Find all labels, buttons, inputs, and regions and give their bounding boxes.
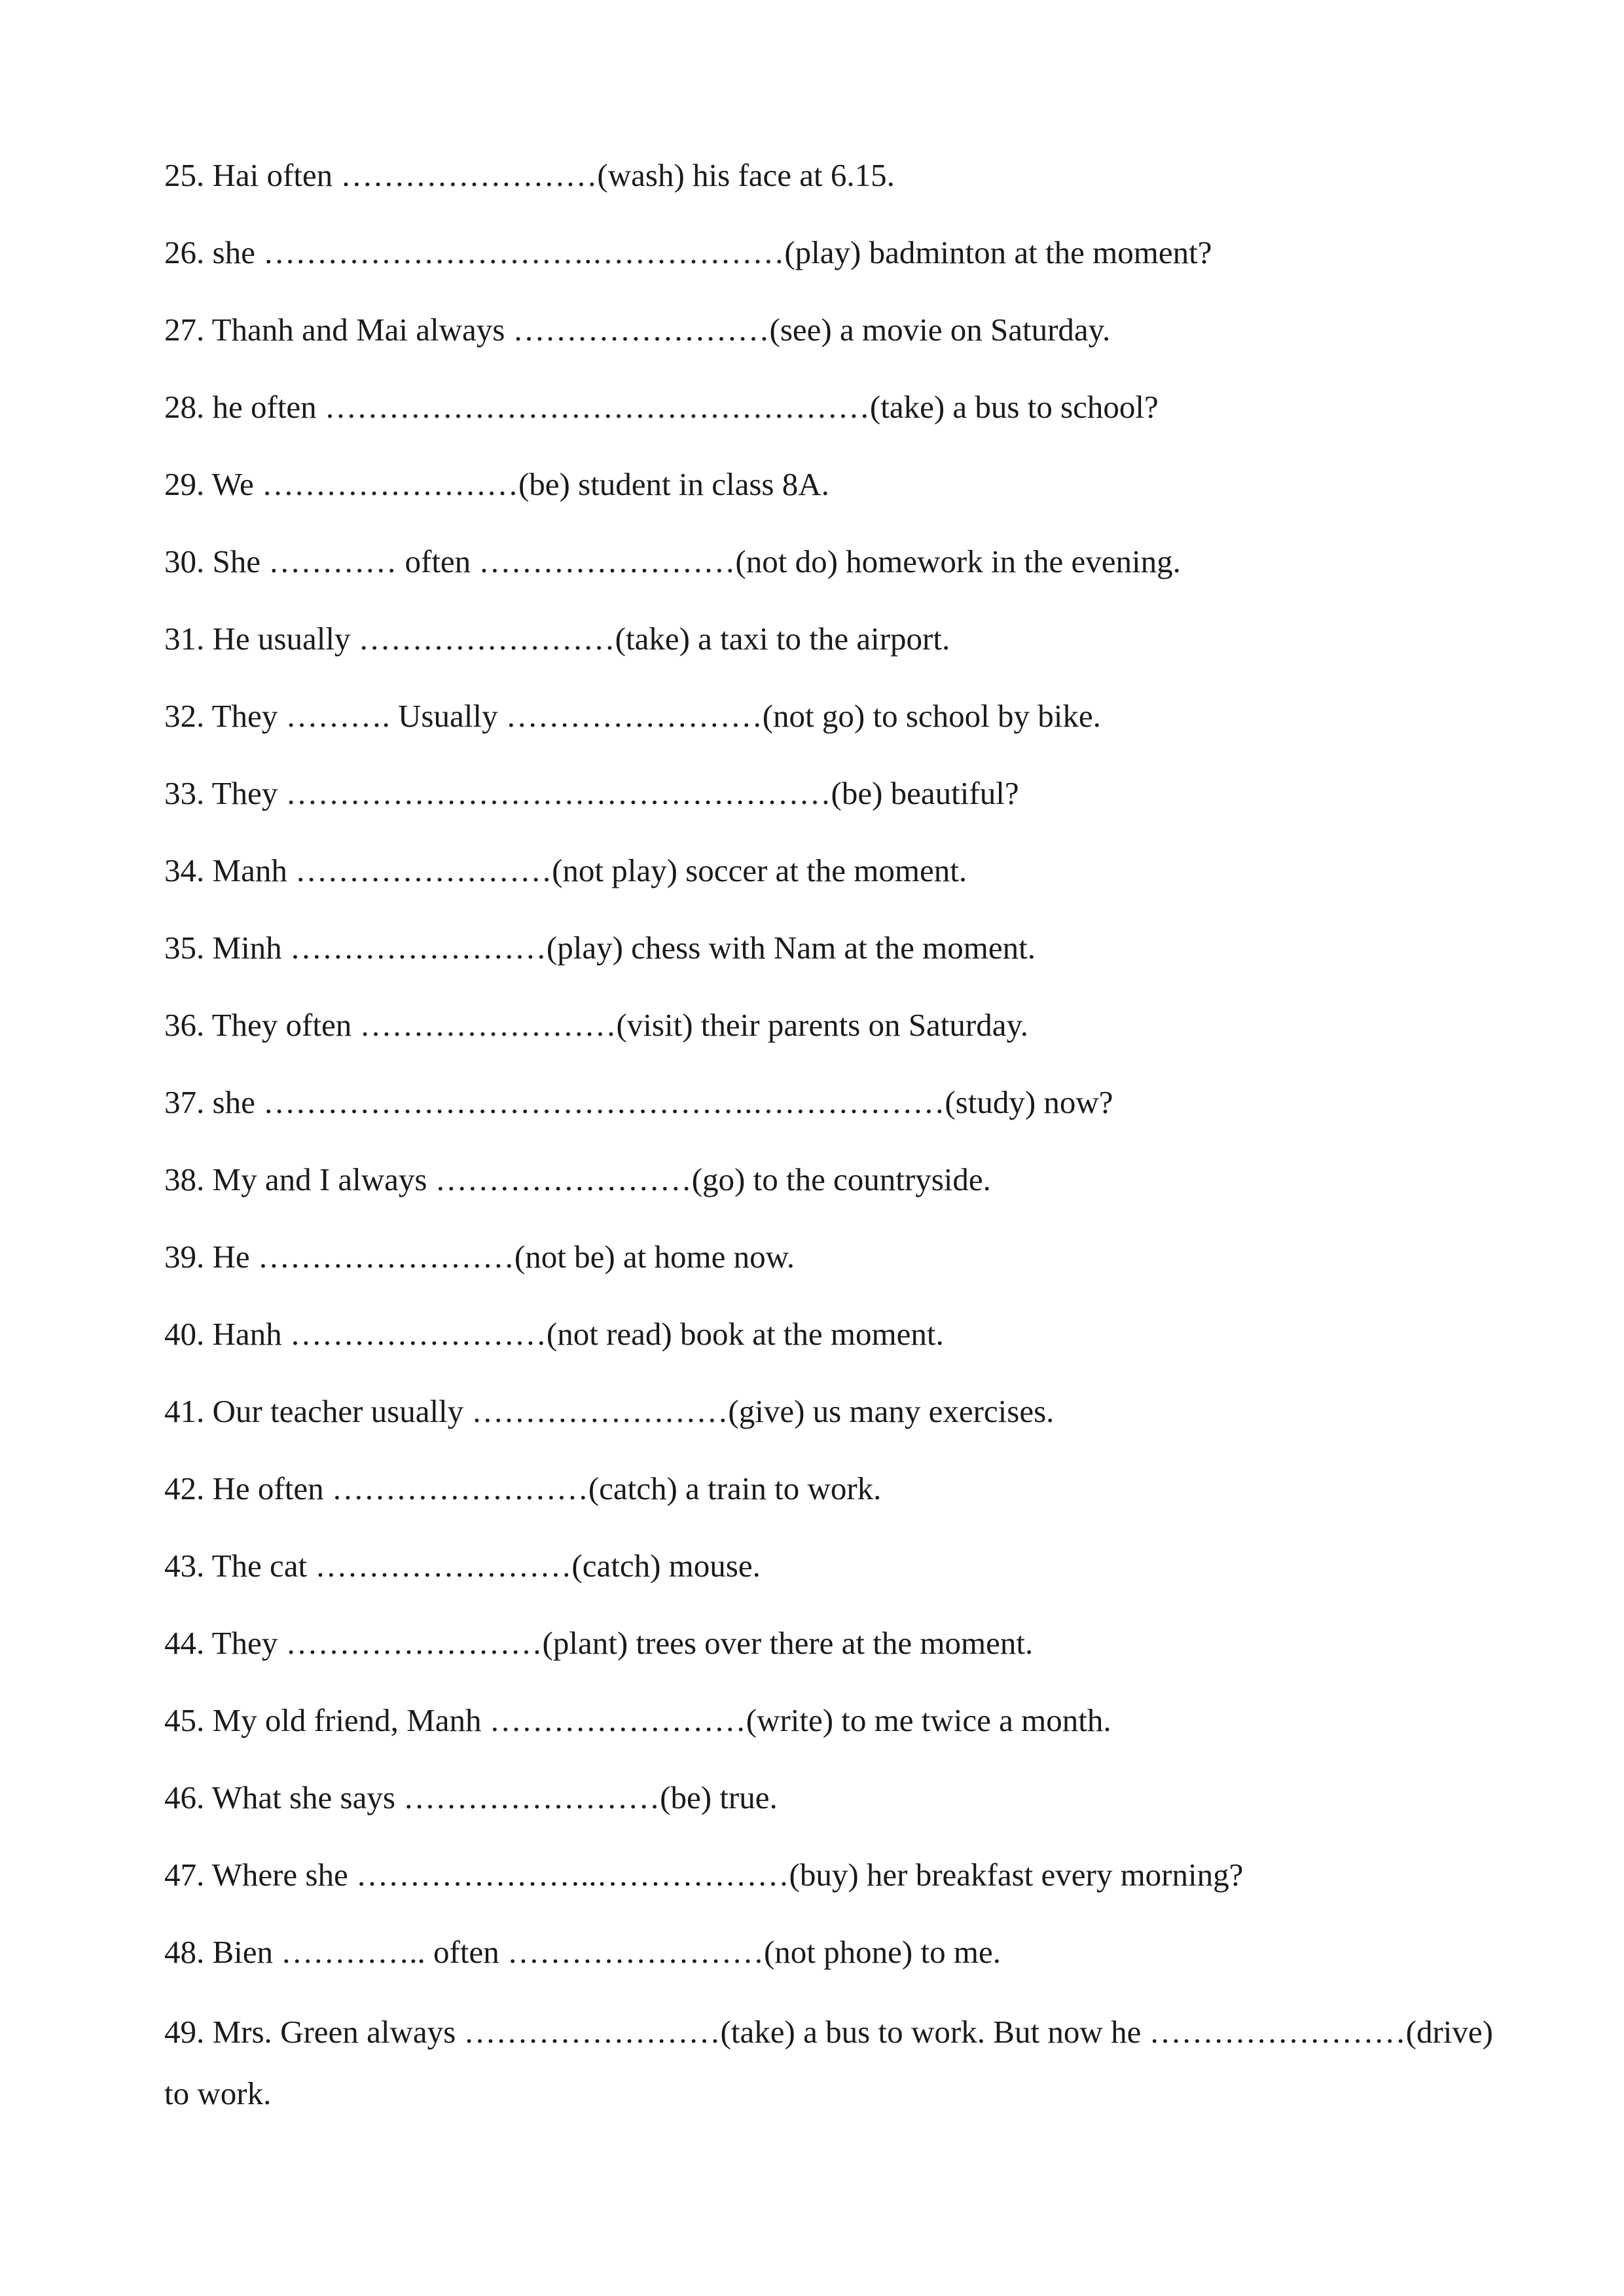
exercise-item-49: [164, 2001, 1493, 2124]
exercise-text: 32. They ………. Usually ……………………(not go) to school by bike.: [164, 698, 1101, 734]
exercise-text: 49. Mrs. Green always ……………………(take) a bus to work. But now he ……………………(drive) to work.: [164, 2014, 1493, 2111]
exercise-item-45: [164, 1692, 1493, 1770]
exercise-item-46: [164, 1770, 1493, 1847]
exercise-text: 44. They ……………………(plant) trees over there at the moment.: [164, 1625, 1034, 1661]
exercise-item-34: [164, 843, 1493, 920]
exercise-item-44: [164, 1615, 1493, 1692]
exercise-text: 36. They often ……………………(visit) their parents on Saturday.: [164, 1007, 1029, 1043]
exercise-item-40: [164, 1306, 1493, 1383]
exercise-text: 33. They ……………………………………………(be) beautiful?: [164, 775, 1019, 811]
exercise-item-29: [164, 456, 1493, 534]
exercise-item-35: [164, 920, 1493, 997]
exercise-text: 29. We ……………………(be) student in class 8A.: [164, 466, 829, 502]
exercise-text: 30. She ………… often ……………………(not do) homework in the evening.: [164, 543, 1181, 579]
exercise-item-38: [164, 1152, 1493, 1229]
exercise-text: 40. Hanh ……………………(not read) book at the moment.: [164, 1316, 944, 1352]
exercise-item-43: [164, 1538, 1493, 1615]
exercise-text: 46. What she says ……………………(be) true.: [164, 1779, 778, 1815]
exercise-item-27: [164, 302, 1493, 379]
exercise-item-39: [164, 1229, 1493, 1306]
exercise-text: 25. Hai often ……………………(wash) his face at 6.15.: [164, 157, 895, 193]
exercise-text: 43. The cat ……………………(catch) mouse.: [164, 1548, 761, 1584]
exercise-item-32: [164, 688, 1493, 765]
exercise-item-48: [164, 1924, 1493, 2001]
exercise-text: 27. Thanh and Mai always ……………………(see) a movie on Saturday.: [164, 312, 1111, 348]
exercise-text: 45. My old friend, Manh ……………………(write) to me twice a month.: [164, 1702, 1111, 1738]
exercise-item-47: [164, 1847, 1493, 1924]
exercise-item-36: [164, 997, 1493, 1074]
exercise-text: 28. he often ……………………………………………(take) a bus to school?: [164, 389, 1159, 425]
exercise-list: [164, 147, 1493, 2124]
exercise-item-30: [164, 534, 1493, 611]
exercise-item-33: [164, 765, 1493, 843]
exercise-text: 37. she ……………………………………….………………(study) now?: [164, 1084, 1113, 1120]
exercise-text: 26. she ………………………….………………(play) badminton at the moment?: [164, 234, 1212, 270]
exercise-item-37: [164, 1074, 1493, 1152]
exercise-text: 47. Where she …………………..………………(buy) her breakfast every morning?: [164, 1857, 1244, 1893]
exercise-item-26: [164, 225, 1493, 302]
exercise-text: 39. He ……………………(not be) at home now.: [164, 1239, 795, 1275]
exercise-text: 48. Bien ………….. often ……………………(not phone) to me.: [164, 1934, 1001, 1970]
exercise-text: 42. He often ……………………(catch) a train to work.: [164, 1470, 882, 1506]
exercise-text: 41. Our teacher usually ……………………(give) us many exercises.: [164, 1393, 1055, 1429]
exercise-item-41: [164, 1383, 1493, 1461]
exercise-text: 35. Minh ……………………(play) chess with Nam at the moment.: [164, 930, 1036, 966]
exercise-item-25: [164, 147, 1493, 225]
exercise-item-28: [164, 379, 1493, 456]
exercise-text: 34. Manh ……………………(not play) soccer at the moment.: [164, 852, 967, 888]
exercise-text: 38. My and I always ……………………(go) to the countryside.: [164, 1161, 991, 1197]
exercise-item-31: [164, 611, 1493, 688]
exercise-text: 31. He usually ……………………(take) a taxi to the airport.: [164, 621, 950, 657]
exercise-item-42: [164, 1461, 1493, 1538]
